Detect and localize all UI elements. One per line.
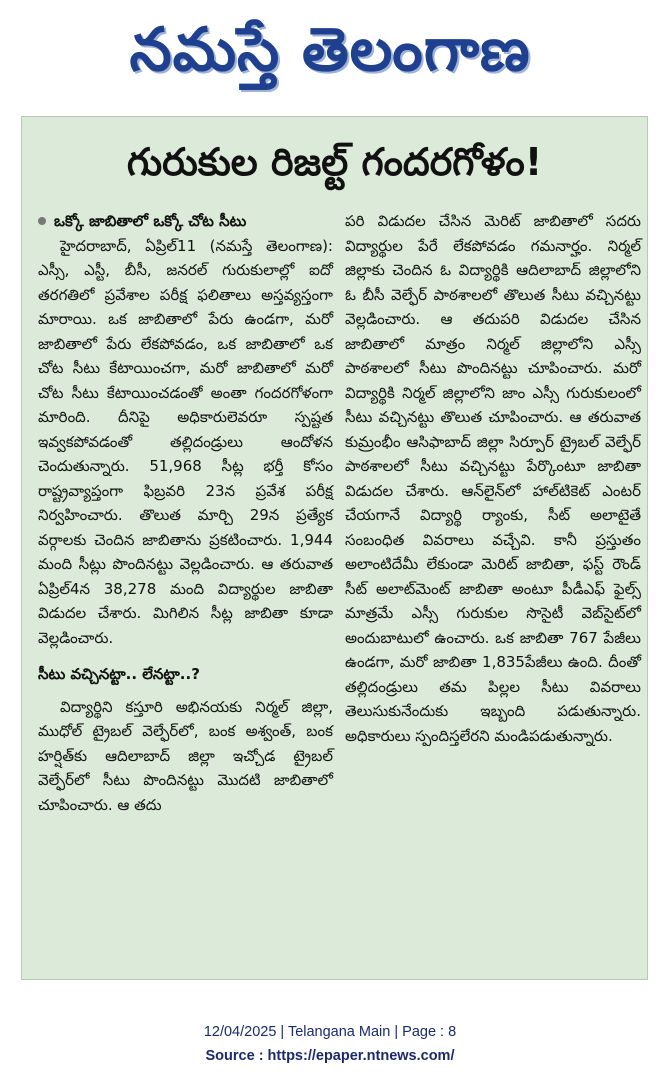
body-paragraph: పరి విడుదల చేసిన మెరిట్ జాబితాలో సదరు విద్యార్థుల పేరే లేకపోవడం గమనార్హం. నిర్మల్ జిల్లాకు చెందిన ఓ విద్యార్థికి ఆదిలాబాద్ జిల్లాలోని ఓ బీసీ వెల్ఫేర్ పాఠశాలలో తొలుత సీటు వచ్చినట్టు వెల్లడించారు. ఆ తదుపరి విడుదల చేసిన జాబితాలో మాత్రం నిర్మల్ జిల్లాలోని ఎస్సీ పాఠశాలలో సీటు పొందినట్టు చూపించారు. మరో విద్యార్థికి నిర్మల్ జిల్లాలోని జాం ఎస్సీ గురుకులంలో సీటు వచ్చినట్టు తొలుత చూపించారు. ఆ తరువాత కుమ్రంభీం ఆసిఫాబాద్ జిల్లా సిర్పూర్ ట్రైబల్ వెల్ఫేర్ పాఠశాలలో సీటు వచ్చినట్టు పేర్కొంటూ జాబితా విడుదల చేశారు. ఆన్‌లైన్‌లో హాల్‌టికెట్ ఎంటర్ చేయగానే విద్యార్థి ర్యాంకు, సీట్ అలాటైతే సంబంధిత వివరాలు వచ్చేవి. కానీ ప్రస్తుతం అలాంటిదేమీ లేకుండా మెరిట్ జాబితా, ఫస్ట్ రౌండ్ సీట్ అలాట్‌మెంట్ జాబితా అంటూ పీడీఎఫ్ ఫైల్స్ మాత్రమే ఎస్సీ గురుకుల సొసైటీ వెబ్‌సైట్‌లో అందుబాటులో ఉంచారు. ఒక జాబితా 767 పేజీలు ఉండగా, మరో జాబితా 1,835పేజీలు ఉంది. దీంతో తల్లిదండ్రులు తమ పిల్లల సీటు వివరాలు తెలుసుకునేందుకు ఇబ్బంది పడుతున్నారు. అధికారులు స్పందిస్తలేరని మండిపడుతున్నారు. bbox=[345, 212, 641, 745]
article-clipping bbox=[21, 116, 648, 980]
kicker-text: ఒక్కో జాబితాలో ఒక్కో చోట సీటు bbox=[54, 212, 247, 230]
bullet-icon bbox=[38, 217, 46, 225]
masthead bbox=[0, 0, 660, 112]
newspaper-logo: నమస్తే తెలంగాణ bbox=[129, 15, 531, 85]
kicker bbox=[38, 209, 333, 234]
article-column-left bbox=[38, 209, 333, 817]
edition-info: 12/04/2025 | Telangana Main | Page : 8 bbox=[203, 1024, 457, 1040]
body-paragraph: విద్యార్థిని కస్తూరి అభినయకు నిర్మల్ జిల్లా, ముధోల్ ట్రైబల్ వెల్ఫేర్‌లో, బంక అశ్వంత్, బంక హర్షిత్‌కు ఆదిలాబాద్ జిల్లా ఇచ్చోడ ట్రైబల్ వెల్ఫేర్‌లో సీటు పొందినట్టు మొదటి జాబితాలో చూపించారు. ఆ తదు bbox=[38, 697, 333, 814]
source-link[interactable]: Source : https://epaper.ntnews.com/ bbox=[205, 1048, 455, 1064]
body-paragraph: హైదరాబాద్, ఏప్రిల్11 (నమస్తే తెలంగాణ): ఎస్సీ, ఎస్టీ, బీసీ, జనరల్ గురుకులాల్లో ఐదో తరగతిలో ప్రవేశాల పరీక్ష ఫలితాలు అస్తవ్యస్తంగా మారాయి. ఒక జాబితాలో పేరు ఉండగా, మరో జాబితాలో పేరు లేకపోవడం, ఒక జాబితాలో ఒక చోట సీటు కేటాయించగా, మరో జాబితాలో మరో చోట సీటు కేటాయించడంతో అంతా గందరగోళంగా మారింది. దీనిపై అధికారులెవరూ స్పష్టత ఇవ్వకపోవడంతో తల్లిదండ్రులు ఆందోళన చెందుతున్నారు. 51,968 సీట్ల భర్తీ కోసం రాష్ట్రవ్యాప్తంగా ఫిబ్రవరి 23న ప్రవేశ పరీక్ష నిర్వహించారు. తొలుత మార్చి 29న ప్రత్యేక వర్గాలకు చెందిన జాబితాను ప్రకటించారు. 1,944 మంది సీట్లు పొందినట్టు వెల్లడించారు. ఆ తరువాత ఏప్రిల్4న 38,278 మంది విద్యార్థుల జాబితా విడుదల చేశారు. మిగిలిన సీట్ల జాబితా కూడా వెల్లడించారు. bbox=[38, 236, 333, 647]
headline: గురుకుల రిజల్ట్ గందరగోళం! bbox=[126, 140, 543, 184]
subheading: సీటు వచ్చినట్టా.. లేనట్టా..? bbox=[38, 665, 200, 683]
article-column-right bbox=[345, 209, 641, 748]
